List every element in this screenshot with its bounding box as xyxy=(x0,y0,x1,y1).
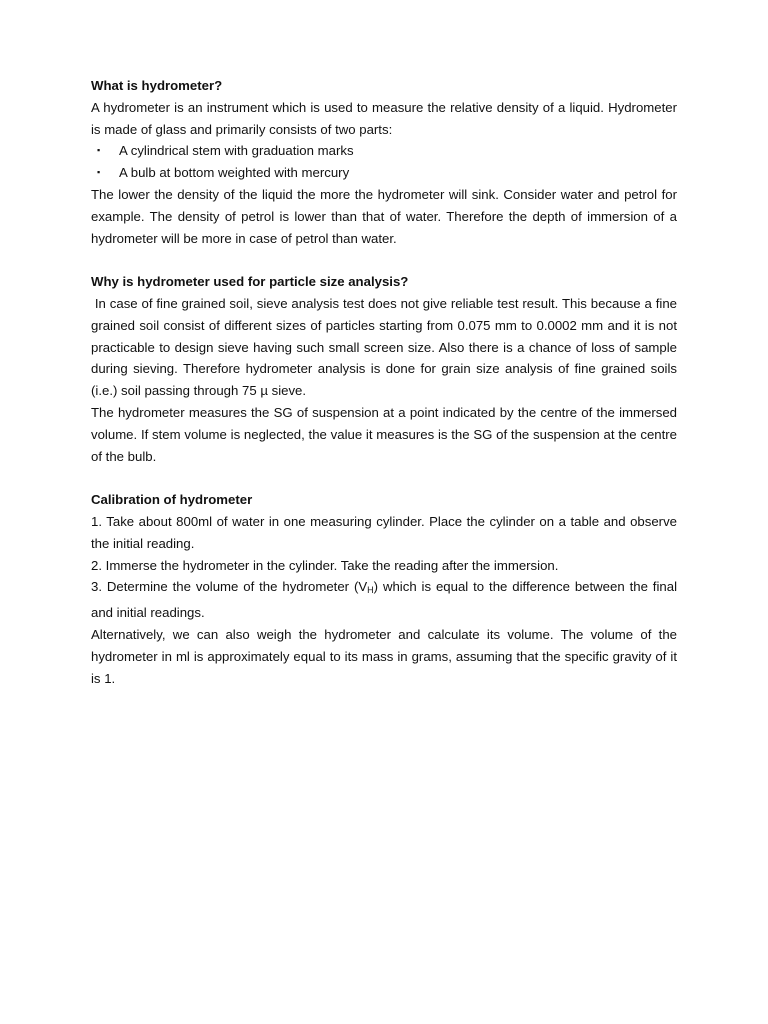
step-3-text-start: 3. Determine the volume of the hydrometer (V xyxy=(91,579,368,595)
volume-subscript: H xyxy=(367,585,374,596)
list-item-text: A bulb at bottom weighted with mercury xyxy=(119,165,350,181)
heading-what-is-hydrometer: What is hydrometer? xyxy=(91,78,223,93)
step-3-text-end: ) which is equal to the difference between the final and initial readings. xyxy=(91,579,677,621)
document-page xyxy=(91,75,681,689)
square-bullet-icon: ▪ xyxy=(97,167,101,178)
heading-why-hydrometer: Why is hydrometer used for particle size analysis? xyxy=(91,274,409,290)
intro-paragraph: A hydrometer is an instrument which is used to measure the relative density of a liquid. Hydrometer is made of glass and primarily consists of two parts: xyxy=(91,99,677,137)
calibration-step-1: 1. Take about 800ml of water in one measuring cylinder. Place the cylinder on a table and observe the initial reading. xyxy=(91,513,677,551)
sg-paragraph: The hydrometer measures the SG of suspension at a point indicated by the centre of the immersed volume. If stem volume is neglected, the value it measures is the SG of the suspension at the centre of the bulb. xyxy=(91,404,677,464)
fine-soil-paragraph: In case of fine grained soil, sieve analysis test does not give reliable test result. This because a fine grained soil consist of different sizes of particles starting from 0.075 mm to 0.0002 mm and it is not practicable to design sieve having such small screen size. Also there is a chance of loss of sample during sieving. Therefore hydrometer analysis is done for grain size analysis of fine grained soils (i.e.) soil passing through 75 µ sieve. xyxy=(91,295,681,399)
heading-calibration: Calibration of hydrometer xyxy=(91,492,253,508)
calibration-step-3 xyxy=(91,576,677,624)
alternative-paragraph: Alternatively, we can also weigh the hydrometer and calculate its volume. The volume of the hydrometer in ml is approximately equal to its mass in grams, assuming that the specific gravity of it is 1. xyxy=(91,626,677,686)
square-bullet-icon: ▪ xyxy=(97,145,101,156)
parts-list xyxy=(91,140,677,184)
spacer xyxy=(91,467,677,489)
list-item xyxy=(91,140,677,162)
calibration-step-2: 2. Immerse the hydrometer in the cylinder. Take the reading after the immersion. xyxy=(91,557,559,573)
list-item-text: A cylindrical stem with graduation marks xyxy=(119,143,354,159)
density-paragraph: The lower the density of the liquid the more the hydrometer will sink. Consider water and petrol for example. The density of petrol is lower than that of water. Therefore the depth of immersion of a hydrometer will be more in case of petrol than water. xyxy=(91,186,677,246)
spacer xyxy=(91,249,677,271)
list-item xyxy=(91,162,677,184)
